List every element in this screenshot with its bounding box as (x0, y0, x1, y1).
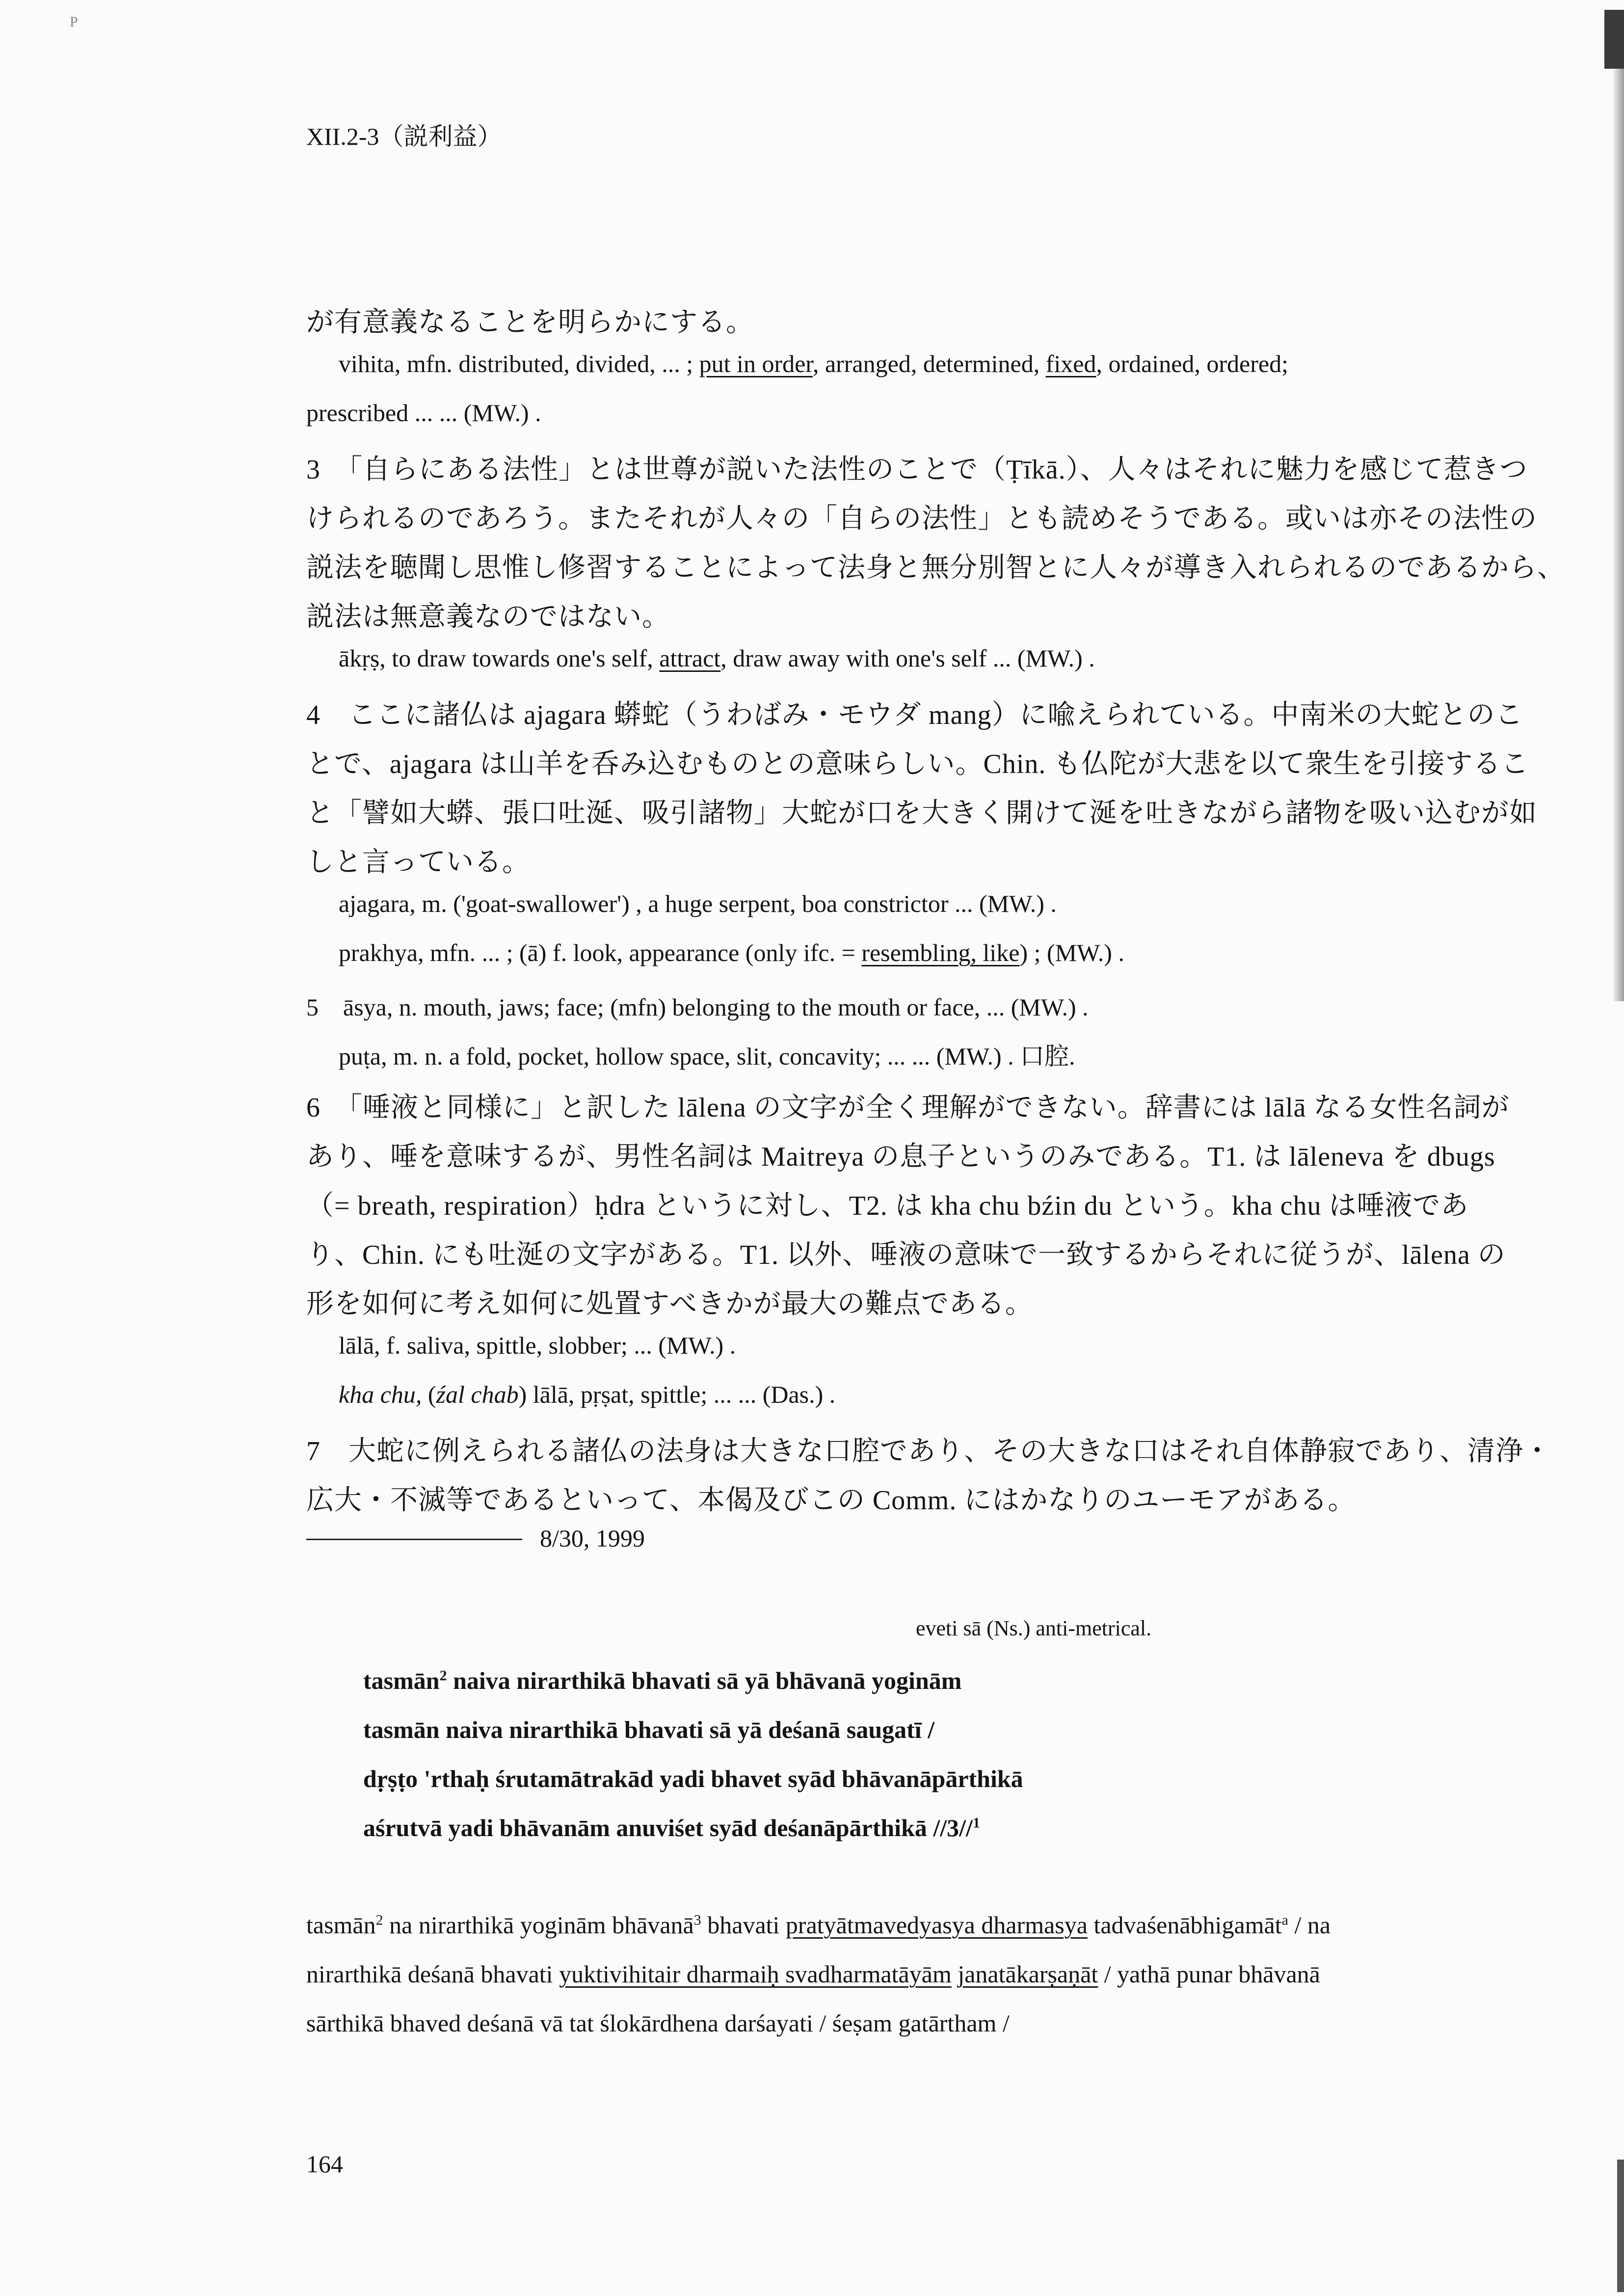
commentary-text (952, 1960, 958, 1988)
body-text-run: ) lālā, pṛṣat, spittle; ... ... (Das.) . (518, 1381, 836, 1408)
commentary-text: yuktivihitair dharmaiḥ svadharmatāyām (559, 1960, 952, 1988)
body-line: しと言っている。 (306, 847, 530, 878)
body-text-run: prakhya, mfn. ... ; (ā) f. look, appearance (only ifc. = (339, 939, 862, 966)
body-line (339, 1331, 736, 1360)
body-line: 説法を聴聞し思惟し修習することによって法身と無分別智とに人々が導き入れられるのであるから、 (306, 553, 1565, 583)
verse-line (363, 1715, 934, 1744)
commentary-text: na nirarthikā yoginām bhāvanā (383, 1911, 694, 1939)
commentary-text: pratyātmavedyasya dharmasya (785, 1911, 1088, 1939)
body-line (339, 938, 1124, 967)
body-text-run: lālā, f. saliva, spittle, slobber; ... (MW.) . (339, 1332, 736, 1359)
body-text-run: kha chu, (339, 1381, 422, 1408)
body-line: とで、ajagara は山羊を呑み込むものとの意味らしい。Chin. も仏陀が大悲を以て衆生を引接するこ (306, 749, 1529, 779)
commentary-text: nirarthikā deśanā bhavati (306, 1960, 559, 1988)
body-text-run: , ordained, ordered; (1096, 350, 1288, 377)
body-line (339, 1380, 835, 1409)
body-text-run: źal chab (436, 1381, 519, 1408)
verse-text: tasmān (363, 1667, 440, 1694)
body-text-run: fixed (1045, 350, 1096, 377)
verse-line (363, 1666, 961, 1695)
metrical-note: eveti sā (Ns.) anti-metrical. (916, 1616, 1152, 1640)
body-line: 形を如何に考え如何に処置すべきかが最大の難点である。 (306, 1289, 1033, 1319)
body-text-run: puṭa, m. n. a fold, pocket, hollow space, slit, concavity; ... ... (MW.) . 口腔. (339, 1042, 1075, 1070)
body-text-run: ajagara, m. ('goat-swallower') , a huge serpent, boa constrictor ... (MW.) . (339, 890, 1057, 917)
body-line: 広大・不滅等であるといって、本偈及びこの Comm. にはかなりのユーモアがある。 (306, 1485, 1356, 1516)
verse-line (363, 1814, 980, 1842)
verse-text: naiva nirarthikā bhavati sā yā bhāvanā yoginām (447, 1667, 962, 1694)
verse-text: aśrutvā yadi bhāvanām anuviśet syād deśanāpārthikā //3// (363, 1814, 973, 1842)
body-text-run: attract (659, 644, 721, 672)
body-text-run: , draw away with one's self ... (MW.) . (720, 644, 1095, 672)
commentary-line (306, 1960, 1320, 1988)
scan-shadow-top (1604, 10, 1624, 69)
commentary-text: / yathā punar bhāvanā (1098, 1960, 1320, 1988)
body-text-run: put in order (699, 350, 813, 377)
body-text-run: resembling, like (861, 939, 1020, 966)
commentary-text: bhavati (701, 1911, 786, 1939)
scan-shadow-edge (1613, 69, 1624, 1001)
body-line (339, 349, 1288, 378)
verse-line (363, 1764, 1023, 1793)
page-number: 164 (306, 2150, 343, 2178)
scan-shadow-bottom (1617, 2160, 1624, 2292)
body-text-run: ( (422, 1381, 436, 1408)
body-line: 4 ここに諸仏は ajagara 蟒蛇（うわばみ・モウダ mang）に喩えられている。中南米の大蛇とのこ (306, 700, 1523, 730)
verse-text: tasmān naiva nirarthikā bhavati sā yā deśanā saugatī / (363, 1716, 935, 1743)
body-line: （= breath, respiration）ḥdra というに対し、T2. は kha chu bźin du という。kha chu は唾液であ (306, 1191, 1469, 1221)
body-line: が有意義なることを明らかにする。 (306, 307, 754, 338)
body-line (306, 399, 541, 427)
scan-marker: P (70, 14, 78, 30)
body-line (339, 1037, 1075, 1072)
running-header: XII.2-3（説利益） (306, 123, 502, 150)
body-line (339, 644, 1095, 672)
body-line: 7 大蛇に例えられる諸仏の法身は大きな口腔であり、その大きな口はそれ自体静寂であり、清浄・ (306, 1436, 1551, 1467)
date-rule (306, 1539, 522, 1540)
commentary-text: sārthikā bhaved deśanā vā tat ślokārdhena darśayati / śeṣam gatārtham / (306, 2009, 1010, 2037)
body-text-run: ākṛṣ, to draw towards one's self, (339, 644, 660, 672)
commentary-text: tasmān (306, 1911, 376, 1939)
footnote-ref: 1 (972, 1815, 980, 1831)
body-line: 6 「唾液と同様に」と訳した lālena の文字が全く理解ができない。辞書には lālā なる女性名詞が (306, 1093, 1510, 1123)
body-text-run: vihita, mfn. distributed, divided, ... ; (339, 350, 699, 377)
body-line: り、Chin. にも吐涎の文字がある。T1. 以外、唾液の意味で一致するからそれに従うが、lālena の (306, 1240, 1506, 1270)
body-line (306, 988, 1089, 1023)
footnote-ref: 2 (439, 1667, 447, 1684)
body-text-run: ) ; (MW.) . (1019, 939, 1124, 966)
commentary-text: janatākarṣaṇāt (958, 1960, 1098, 1988)
body-line: けられるのであろう。またそれが人々の「自らの法性」とも読めそうである。或いは亦その法性の (306, 504, 1537, 534)
footnote-ref: a (1281, 1912, 1288, 1928)
commentary-line (306, 1911, 1331, 1939)
commentary-text: tadvaśenābhigamāt (1087, 1911, 1282, 1939)
verse-text: dṛṣṭo 'rthaḥ śrutamātrakād yadi bhavet syād bhāvanāpārthikā (363, 1765, 1023, 1792)
commentary-text: / na (1288, 1911, 1331, 1939)
footnote-ref: 3 (693, 1912, 701, 1928)
body-line: 説法は無意義なのではない。 (306, 602, 670, 632)
body-line: と「譬如大蟒、張口吐涎、吸引諸物」大蛇が口を大きく開けて涎を吐きながら諸物を吸い込むが如 (306, 798, 1537, 828)
body-line: あり、唾を意味するが、男性名詞は Maitreya の息子というのみである。T1. は lāleneva を dbugs (306, 1142, 1495, 1172)
body-text-run: prescribed ... ... (MW.) . (306, 399, 541, 427)
body-line: 3 「自らにある法性」とは世尊が説いた法性のことで（Ṭīkā.）、人々はそれに魅力を感じて惹きつ (306, 454, 1528, 485)
body-line (339, 889, 1057, 918)
date-line: 8/30, 1999 (540, 1524, 645, 1552)
body-text-run: , arranged, determined, (812, 350, 1046, 377)
footnote-ref: 2 (375, 1912, 383, 1928)
body-text-run: 5 āsya, n. mouth, jaws; face; (mfn) belonging to the mouth or face, ... (MW.) . (306, 993, 1089, 1021)
commentary-line (306, 2009, 1010, 2037)
